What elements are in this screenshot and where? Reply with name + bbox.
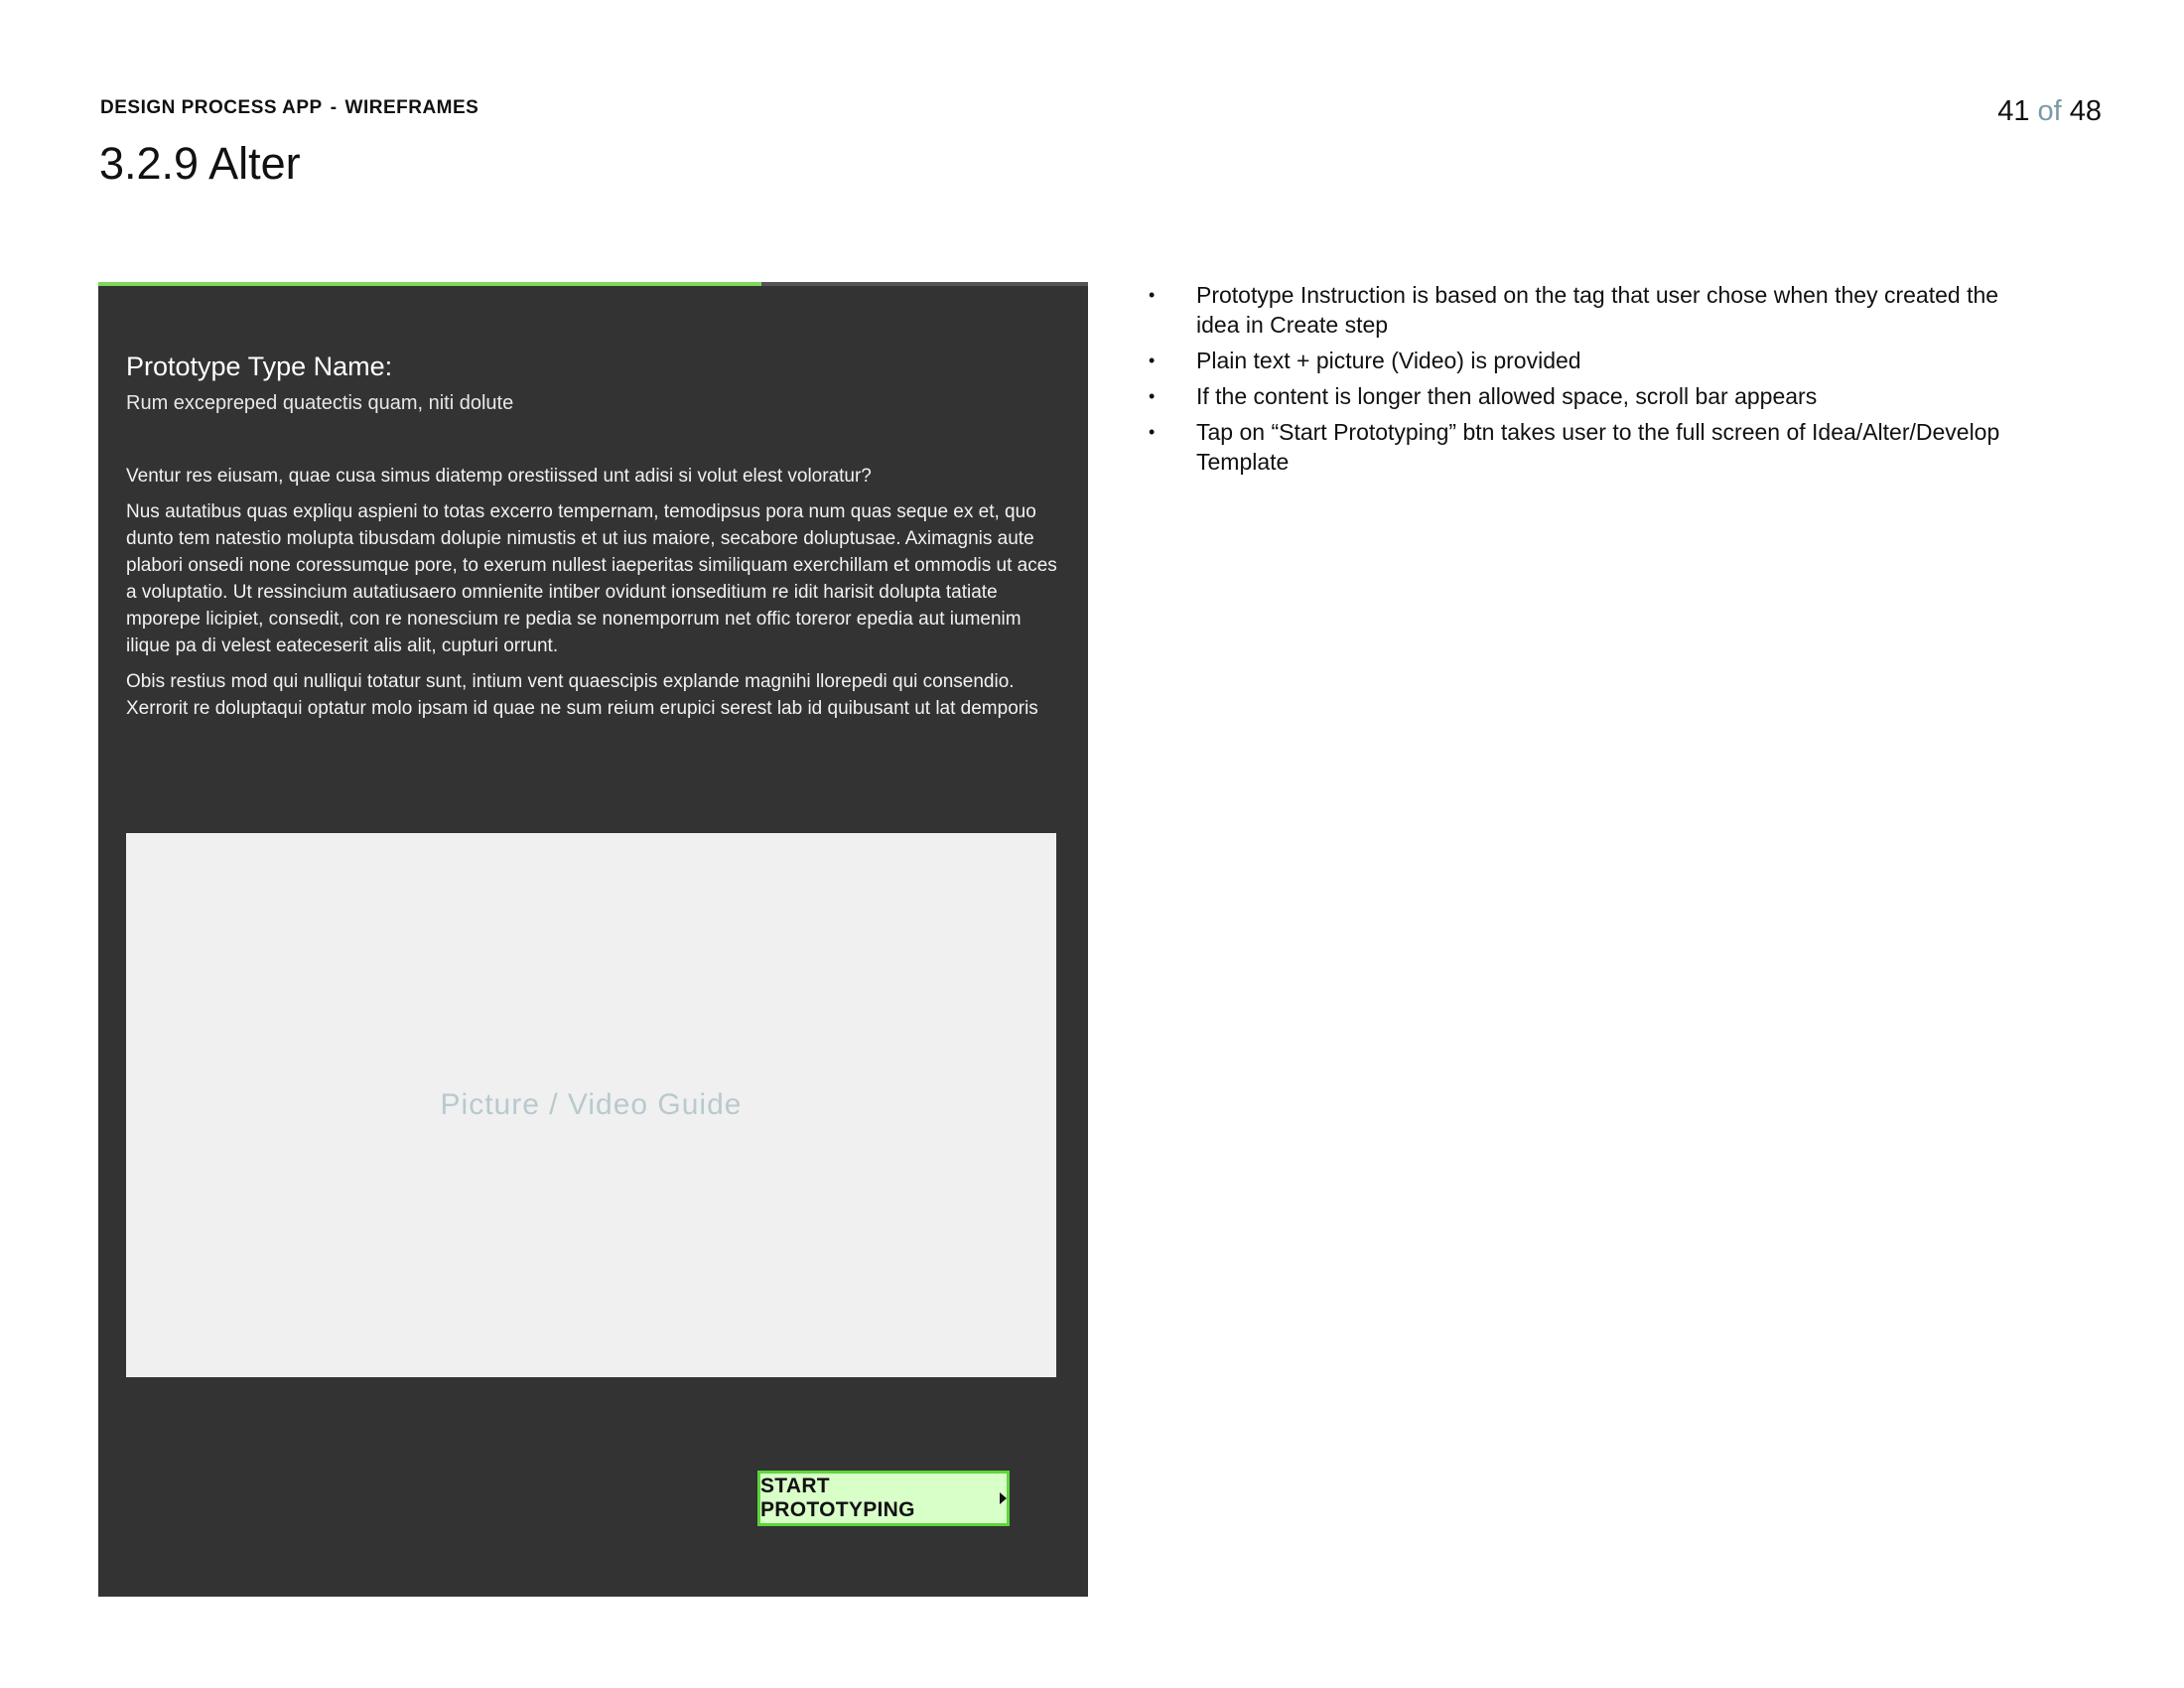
play-arrow-icon: [1000, 1492, 1007, 1504]
page-total: 48: [2069, 95, 2102, 127]
picture-video-guide[interactable]: [126, 833, 1056, 1377]
note-item: [1147, 381, 2040, 411]
section-name: WIREFRAMES: [344, 97, 479, 118]
body-paragraph: Ventur res eiusam, quae cusa simus diatemp orestiissed unt adisi si volut elest voloratur?: [126, 466, 872, 487]
instruction-content[interactable]: [126, 352, 1061, 731]
note-item: [1147, 417, 2040, 477]
page-counter: [1997, 95, 2102, 128]
media-guide-label: Picture / Video Guide: [440, 1088, 743, 1121]
prototype-subtitle: Rum excepreped quatectis quam, niti dolute: [126, 392, 514, 414]
note-text: Prototype Instruction is based on the tag that user chose when they created the idea in Create step: [1196, 282, 1999, 338]
bullet-icon: •: [1149, 285, 1156, 305]
note-text: If the content is longer then allowed space, scroll bar appears: [1196, 383, 1818, 409]
progress-bar: [98, 282, 1088, 286]
prototype-type-name: Prototype Type Name:: [126, 352, 393, 381]
header-separator: -: [330, 97, 338, 118]
start-prototyping-button[interactable]: [757, 1471, 1010, 1526]
page-of-label: of: [2037, 95, 2062, 127]
document-header: [100, 97, 478, 119]
page-current: 41: [1997, 95, 2030, 127]
note-item: [1147, 280, 2040, 340]
annotation-notes: [1147, 280, 2040, 483]
note-item: [1147, 346, 2040, 375]
progress-bar-fill: [98, 282, 761, 286]
body-paragraph: Obis restius mod qui nulliqui totatur sunt, intium vent quaescipis explande magnihi llorepedi qui consendio. Xerrorit re doluptaqui optatur molo ipsam id quae ne sum reium erupici serest lab id quibusant ut lat demporis: [126, 671, 1038, 719]
bullet-icon: •: [1149, 422, 1156, 442]
wireframe-panel: [98, 282, 1088, 1597]
note-text: Plain text + picture (Video) is provided: [1196, 348, 1581, 373]
start-prototyping-label: START PROTOTYPING: [760, 1475, 915, 1521]
bullet-icon: •: [1149, 386, 1156, 406]
page-title: 3.2.9 Alter: [99, 138, 301, 189]
bullet-icon: •: [1149, 351, 1156, 370]
app-name: DESIGN PROCESS APP: [100, 97, 323, 118]
note-text: Tap on “Start Prototyping” btn takes user to the full screen of Idea/Alter/Develop Template: [1196, 419, 2000, 475]
body-paragraph: Nus autatibus quas expliqu aspieni to totas excerro tempernam, temodipsus pora num quas seque ex et, quo dunto tem natestio molupta tibusdam dolupie nimustis et ut ius maiore, secabore doluptusae. Aximagnis aute plabori onsedi none coressumque pore, to exerum nullest iaeperitas similiquam exerchillam et ommodis ut aces a voluptatio. Ut ressincium autatiusaero omnienite intiber ovidunt ionseditium re idit harisit dolupta tatiate mporepe licipiet, consedit, con re nonescium re pedia se nonemporrum net offic toreror epedia aut iumenim ilique pa di velest eateceserit alis alit, cupturi orrunt.: [126, 501, 1057, 656]
